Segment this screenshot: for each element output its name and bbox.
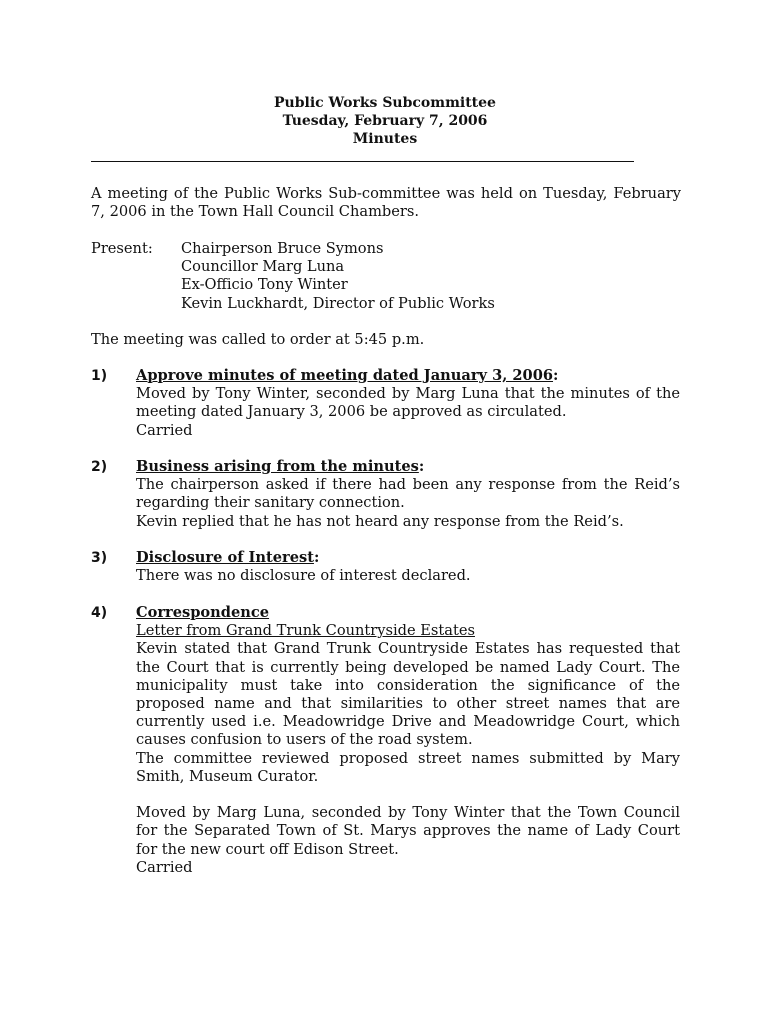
item-number: 1) <box>91 368 108 384</box>
item-text: Moved by Tony Winter, seconded by Marg Luna that the minutes of the meeting dated January 3, 2006 be approved as circulated. <box>136 385 680 421</box>
item-body <box>136 458 680 531</box>
item-text: There was no disclosure of interest declared. <box>136 567 471 585</box>
item-number: 3) <box>91 550 108 566</box>
item-heading <box>136 458 680 476</box>
committee-title: Public Works Subcommittee <box>274 95 496 111</box>
item-heading <box>136 549 680 567</box>
item-heading-text: Disclosure of Interest <box>136 549 314 566</box>
item-text: The committee reviewed proposed street names submitted by Mary Smith, Museum Curator. <box>136 749 680 785</box>
attendee-list <box>181 240 495 313</box>
item-heading-text: Business arising from the minutes <box>136 458 419 475</box>
attendee: Ex-Officio Tony Winter <box>181 276 348 294</box>
item-body <box>136 367 680 440</box>
motion-text: Moved by Marg Luna, seconded by Tony Winter that the Town Council for the Separated Town of St. Marys approves the name of Lady Court for the new court off Edison Street. <box>136 804 680 858</box>
call-to-order: The meeting was called to order at 5:45 p.m. <box>91 331 425 348</box>
item-body <box>136 549 680 585</box>
document-type: Minutes <box>352 131 418 147</box>
heading-suffix: : <box>313 549 320 566</box>
item-number: 4) <box>91 605 108 621</box>
heading-suffix: : <box>553 367 559 384</box>
attendee: Chairperson Bruce Symons <box>181 240 384 257</box>
item-heading: Correspondence <box>136 604 270 621</box>
motion-status: Carried <box>136 858 193 876</box>
present-label: Present: <box>91 240 153 257</box>
item-text: The chairperson asked if there had been any response from the Reid’s regarding their sanitary connection. <box>136 476 680 512</box>
paragraph-gap <box>136 786 680 804</box>
item-text: Kevin replied that he has not heard any response from the Reid’s. <box>136 512 624 530</box>
intro-paragraph: A meeting of the Public Works Sub-committee was held on Tuesday, February 7, 2006 in the Town Hall Council Chambers. <box>91 185 681 221</box>
attendee: Councillor Marg Luna <box>181 258 345 276</box>
heading-suffix: : <box>418 458 425 475</box>
motion-status: Carried <box>136 421 193 439</box>
attendee: Kevin Luckhardt, Director of Public Works <box>181 294 495 312</box>
item-body <box>136 604 680 877</box>
item-subheading: Letter from Grand Trunk Countryside Estates <box>136 622 475 640</box>
meeting-date: Tuesday, February 7, 2006 <box>282 113 488 129</box>
header-divider <box>91 161 634 162</box>
item-heading <box>136 367 680 385</box>
item-number: 2) <box>91 459 108 475</box>
document-header <box>90 94 680 148</box>
item-text: Kevin stated that Grand Trunk Countryside Estates has requested that the Court that is currently being developed be named Lady Court. The municipality must take into consideration the significance of the proposed name and that similarities to other street names that are currently used i.e. Meadowridge Drive and Meadowridge Court, which causes confusion to users of the road system. <box>136 640 680 749</box>
item-heading-text: Approve minutes of meeting dated January 3, 2006 <box>136 367 554 384</box>
